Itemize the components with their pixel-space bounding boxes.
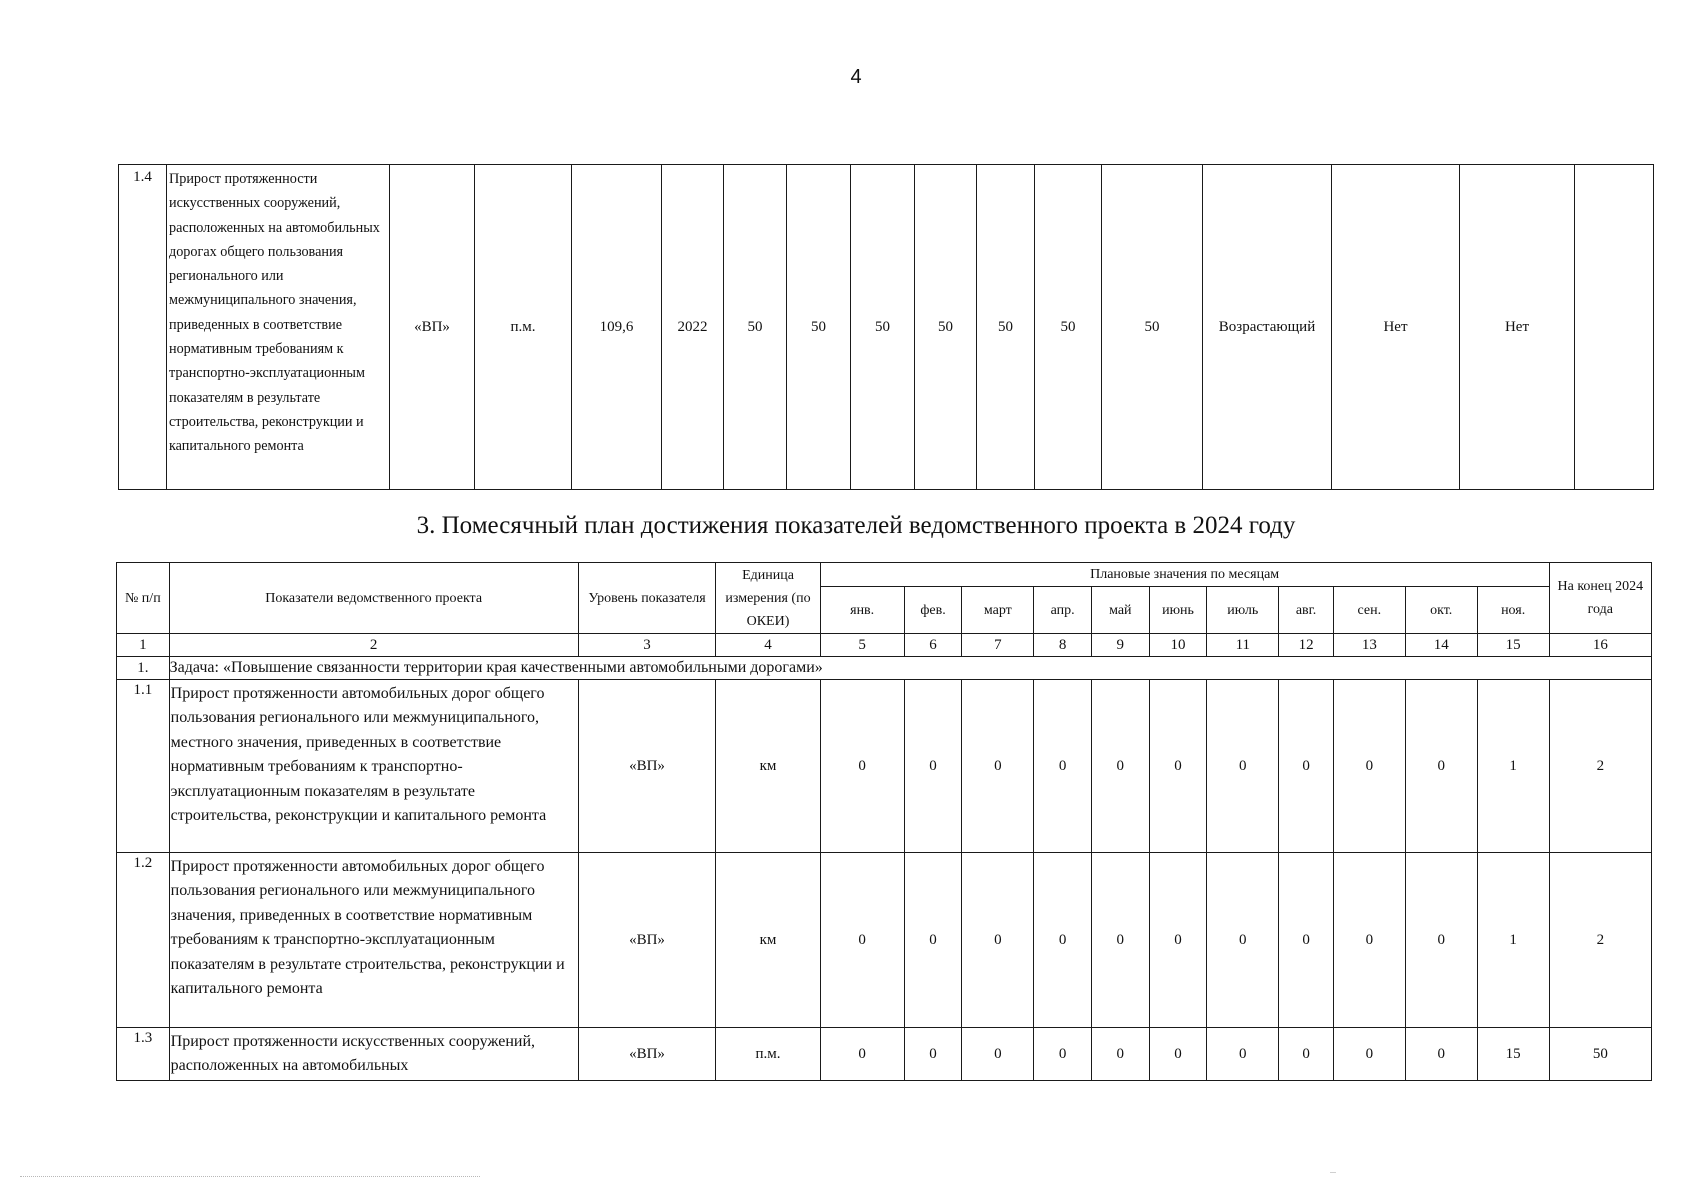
task-text: Задача: «Повышение связанности территории края качественными автомобильными дорогами» bbox=[169, 657, 1651, 680]
col-number: 9 bbox=[1091, 634, 1149, 657]
header-level: Уровень показателя bbox=[578, 563, 716, 634]
header-month: апр. bbox=[1034, 587, 1092, 634]
month-value: 0 bbox=[1405, 680, 1477, 853]
indicator-name: Прирост протяженности автомобильных дорог общего пользования регионального или межмуниципального, местного значения, приведенных в соответствие нормативным требованиям к транспортно-эксплуатационным показателям в результате строительства, реконструкции и капитального ремонта bbox=[169, 680, 578, 853]
month-value: 0 bbox=[1279, 853, 1334, 1028]
month-value: 0 bbox=[1091, 680, 1149, 853]
header-year-end: На конец 2024 года bbox=[1549, 563, 1651, 634]
col-number: 14 bbox=[1405, 634, 1477, 657]
indicator-name: Прирост протяженности искусственных сооружений, расположенных на автомобильных bbox=[170, 1033, 536, 1075]
col-number: 6 bbox=[904, 634, 962, 657]
header-monthly-group: Плановые значения по месяцам bbox=[820, 563, 1549, 587]
header-indicator: Показатели ведомственного проекта bbox=[169, 563, 578, 634]
indicator-unit: км bbox=[716, 853, 820, 1028]
value-cell: 50 bbox=[915, 165, 977, 490]
value-cell: 50 bbox=[1102, 165, 1203, 490]
header-month: окт. bbox=[1405, 587, 1477, 634]
header-month: ноя. bbox=[1477, 587, 1549, 634]
month-value: 0 bbox=[1405, 853, 1477, 1028]
year-end-value: 50 bbox=[1549, 1028, 1651, 1081]
scan-artifact bbox=[20, 1176, 480, 1179]
month-value: 0 bbox=[904, 853, 962, 1028]
col-number: 2 bbox=[169, 634, 578, 657]
indicator-level: «ВП» bbox=[578, 680, 716, 853]
month-value: 0 bbox=[904, 680, 962, 853]
trend-cell: Возрастающий bbox=[1203, 165, 1332, 490]
month-value: 0 bbox=[1034, 853, 1092, 1028]
month-value: 0 bbox=[1279, 680, 1334, 853]
month-value: 1 bbox=[1477, 853, 1549, 1028]
indicator-unit: п.м. bbox=[716, 1028, 820, 1081]
month-value: 0 bbox=[1149, 680, 1207, 853]
table-row bbox=[117, 680, 1652, 853]
value-cell: 50 bbox=[724, 165, 787, 490]
col-number: 10 bbox=[1149, 634, 1207, 657]
monthly-plan-table bbox=[116, 562, 1652, 1081]
header-month: фев. bbox=[904, 587, 962, 634]
row-number: 1.1 bbox=[117, 680, 170, 853]
indicator-name: Прирост протяженности автомобильных дорог общего пользования регионального или межмуниципального значения, приведенных в соответствие нормативным требованиям к транспортно-эксплуатационным показателям в результате строительства, реконструкции и капитального ремонта bbox=[169, 853, 578, 1028]
scan-artifact bbox=[1330, 1172, 1336, 1173]
indicator-level: «ВП» bbox=[578, 853, 716, 1028]
indicator-level: «ВП» bbox=[578, 1028, 716, 1081]
value-cell: 50 bbox=[1035, 165, 1102, 490]
header-month: янв. bbox=[820, 587, 904, 634]
value-cell: 50 bbox=[787, 165, 851, 490]
row-number: 1.3 bbox=[117, 1028, 170, 1081]
section-title: 3. Помесячный план достижения показателей ведомственного проекта в 2024 году bbox=[416, 512, 1296, 539]
empty-cell bbox=[1575, 165, 1654, 490]
col-number: 1 bbox=[117, 634, 170, 657]
indicator-level: «ВП» bbox=[390, 165, 475, 490]
header-month: июнь bbox=[1149, 587, 1207, 634]
col-number: 5 bbox=[820, 634, 904, 657]
month-value: 0 bbox=[962, 1028, 1034, 1081]
month-value: 0 bbox=[820, 680, 904, 853]
month-value: 0 bbox=[1149, 1028, 1207, 1081]
col-number: 8 bbox=[1034, 634, 1092, 657]
month-value: 0 bbox=[1207, 1028, 1279, 1081]
indicator-unit: п.м. bbox=[475, 165, 572, 490]
continuation-table bbox=[118, 164, 1654, 490]
flag-cell: Нет bbox=[1460, 165, 1575, 490]
month-value: 0 bbox=[1333, 853, 1405, 1028]
indicator-name-cell bbox=[169, 1028, 578, 1081]
base-year: 2022 bbox=[662, 165, 724, 490]
page-number: 4 bbox=[850, 66, 862, 88]
col-number: 16 bbox=[1549, 634, 1651, 657]
header-month: июль bbox=[1207, 587, 1279, 634]
col-number: 12 bbox=[1279, 634, 1334, 657]
row-number: 1.4 bbox=[119, 165, 167, 490]
month-value: 0 bbox=[904, 1028, 962, 1081]
month-value: 1 bbox=[1477, 680, 1549, 853]
indicator-unit: км bbox=[716, 680, 820, 853]
month-value: 0 bbox=[1333, 1028, 1405, 1081]
column-number-row bbox=[117, 634, 1652, 657]
table-row bbox=[117, 1028, 1652, 1081]
table-row bbox=[119, 165, 1654, 490]
header-num: № п/п bbox=[117, 563, 170, 634]
month-value: 0 bbox=[820, 1028, 904, 1081]
task-row bbox=[117, 657, 1652, 680]
month-value: 0 bbox=[1149, 853, 1207, 1028]
flag-cell: Нет bbox=[1332, 165, 1460, 490]
month-value: 0 bbox=[1405, 1028, 1477, 1081]
month-value: 0 bbox=[1333, 680, 1405, 853]
col-number: 15 bbox=[1477, 634, 1549, 657]
month-value: 0 bbox=[1091, 1028, 1149, 1081]
header-month: март bbox=[962, 587, 1034, 634]
col-number: 7 bbox=[962, 634, 1034, 657]
base-value: 109,6 bbox=[572, 165, 662, 490]
month-value: 0 bbox=[962, 853, 1034, 1028]
table-row bbox=[117, 853, 1652, 1028]
month-value: 0 bbox=[1034, 1028, 1092, 1081]
value-cell: 50 bbox=[977, 165, 1035, 490]
value-cell: 50 bbox=[851, 165, 915, 490]
month-value: 0 bbox=[1034, 680, 1092, 853]
month-value: 0 bbox=[1279, 1028, 1334, 1081]
col-number: 3 bbox=[578, 634, 716, 657]
header-month: май bbox=[1091, 587, 1149, 634]
header-month: сен. bbox=[1333, 587, 1405, 634]
header-month: авг. bbox=[1279, 587, 1334, 634]
task-number: 1. bbox=[117, 657, 170, 680]
month-value: 0 bbox=[1091, 853, 1149, 1028]
month-value: 0 bbox=[962, 680, 1034, 853]
indicator-name: Прирост протяженности искусственных сооружений, расположенных на автомобильных дорогах общего пользования регионального или межмуниципального значения, приведенных в соответствие нормативным требованиям к транспортно-эксплуатационным показателям в результате строительства, реконструкции и капитального ремонта bbox=[167, 165, 390, 490]
header-row bbox=[117, 563, 1652, 587]
header-unit: Единица измерения (по ОКЕИ) bbox=[716, 563, 820, 634]
year-end-value: 2 bbox=[1549, 680, 1651, 853]
month-value: 0 bbox=[1207, 853, 1279, 1028]
month-value: 0 bbox=[820, 853, 904, 1028]
col-number: 11 bbox=[1207, 634, 1279, 657]
month-value: 15 bbox=[1477, 1028, 1549, 1081]
row-number: 1.2 bbox=[117, 853, 170, 1028]
col-number: 4 bbox=[716, 634, 820, 657]
col-number: 13 bbox=[1333, 634, 1405, 657]
month-value: 0 bbox=[1207, 680, 1279, 853]
year-end-value: 2 bbox=[1549, 853, 1651, 1028]
